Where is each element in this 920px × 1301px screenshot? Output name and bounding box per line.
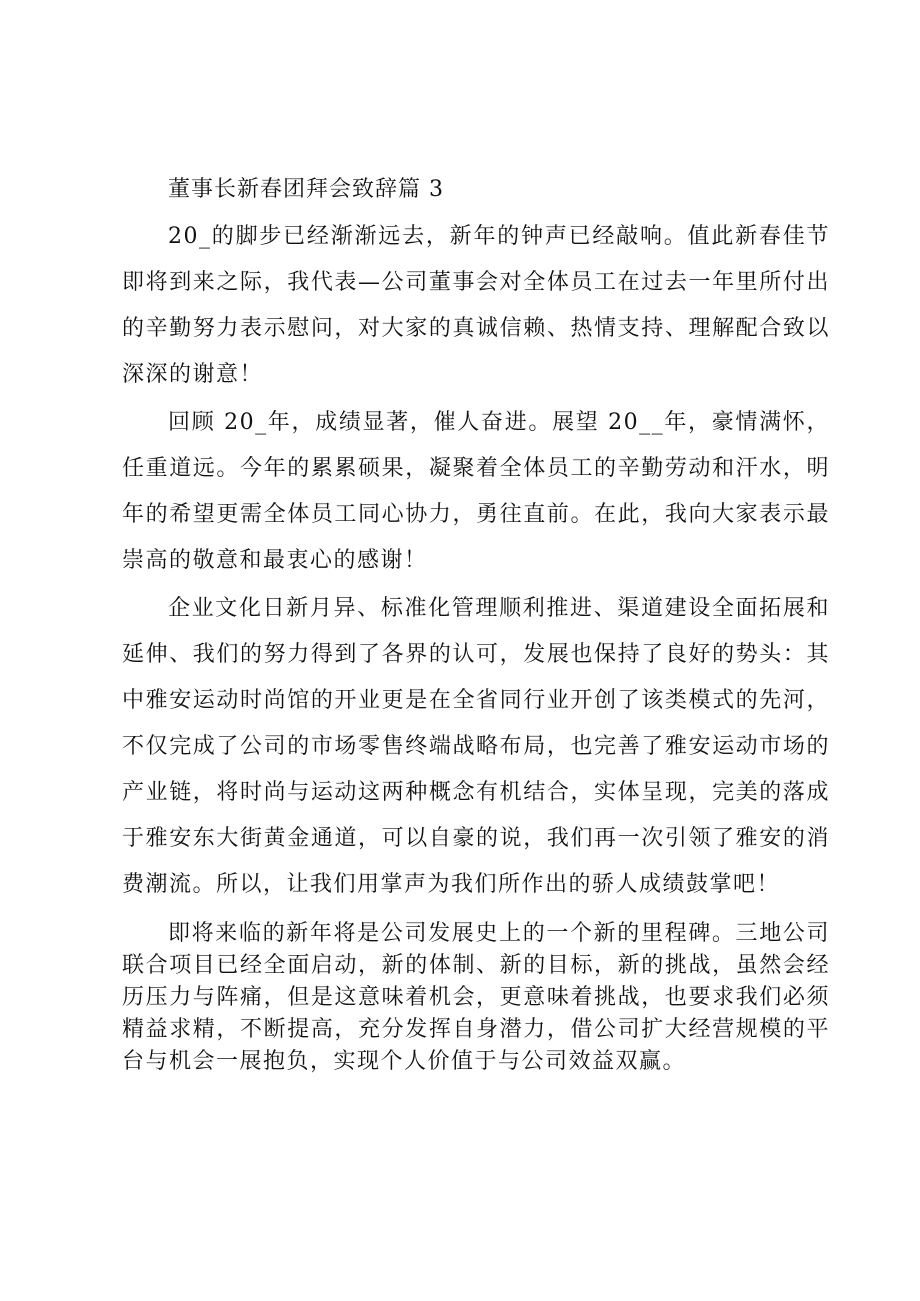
document-body (122, 172, 830, 1080)
document-title: 董事长新春团拜会致辞篇 3 (168, 177, 444, 202)
paragraph-2: 回顾 20_年，成绩显著，催人奋进。展望 20__年，豪情满怀，任重道远。今年的累累硕果，凝聚着全体员工的辛勤劳动和汗水，明年的希望更需全体员工同心协力，勇往直前。在此，我向大家表示最崇高的敬意和最衷心的感谢！ (122, 410, 830, 573)
paragraph-1: 20_的脚步已经渐渐远去，新年的钟声已经敲响。值此新春佳节即将到来之际，我代表—公司董事会对全体员工在过去一年里所付出的辛勤努力表示慰问，对大家的真诚信赖、热情支持、理解配合致以深深的谢意！ (122, 224, 830, 387)
paragraph-3: 企业文化日新月异、标准化管理顺利推进、渠道建设全面拓展和延伸、我们的努力得到了各界的认可，发展也保持了良好的势头：其中雅安运动时尚馆的开业更是在全省同行业开创了该类模式的先河，不仅完成了公司的市场零售终端战略布局，也完善了雅安运动市场的产业链，将时尚与运动这两种概念有机结合，实体呈现，完美的落成于雅安东大街黄金通道，可以自豪的说，我们再一次引领了雅安的消费潮流。所以，让我们用掌声为我们所作出的骄人成绩鼓掌吧！ (122, 596, 830, 897)
paragraph-4: 即将来临的新年将是公司发展史上的一个新的里程碑。三地公司联合项目已经全面启动，新的体制、新的目标，新的挑战，虽然会经历压力与阵痛，但是这意味着机会，更意味着挑战，也要求我们必须精益求精，不断提高，充分发挥自身潜力，借公司扩大经营规模的平台与机会一展抱负，实现个人价值于与公司效益双赢。 (122, 921, 830, 1074)
